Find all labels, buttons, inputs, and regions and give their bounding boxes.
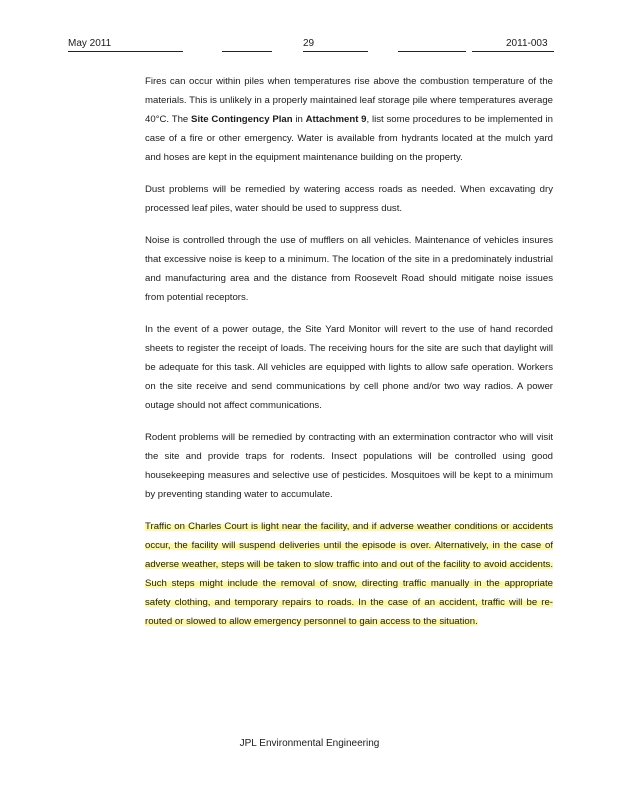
header-rule bbox=[68, 51, 183, 52]
header-rule bbox=[303, 51, 368, 52]
document-body bbox=[145, 72, 553, 644]
site-contingency-plan-ref: Site Contingency Plan bbox=[191, 114, 293, 125]
paragraph-text: , list some procedures to be implemented in case of a fire or other emergency. Water is available from hydrants located at the mulch yard and hoses are kept in the equipment maintenance building on the property. bbox=[145, 114, 553, 163]
header-rule bbox=[222, 51, 272, 52]
paragraph-fire bbox=[145, 72, 553, 167]
header-rule bbox=[472, 51, 554, 52]
header-rule bbox=[398, 51, 466, 52]
paragraph-traffic-highlighted bbox=[145, 517, 553, 631]
paragraph-dust: Dust problems will be remedied by watering access roads as needed. When excavating dry processed leaf piles, water should be used to suppress dust. bbox=[145, 184, 553, 214]
header-doc-id: 2011-003 bbox=[506, 38, 548, 49]
paragraph-rodents: Rodent problems will be remedied by contracting with an extermination contractor who will visit the site and provide traps for rodents. Insect populations will be controlled using good housekeeping measures and selective use of pesticides. Mosquitoes will be kept to a minimum by preventing standing water to accumulate. bbox=[145, 432, 553, 500]
highlighted-text: Traffic on Charles Court is light near the facility, and if adverse weather conditions or accidents occur, the facility will suspend deliveries until the episode is over. Alternatively, in the case of adverse weather, steps will be taken to slow traffic into and out of the facility to avoid accidents. Such steps might include the removal of snow, directing traffic manually in the appropriate safety clothing, and temporary repairs to roads. In the case of an accident, traffic will be re-routed or slowed to allow emergency personnel to gain access to the situation. bbox=[145, 521, 553, 627]
header-date: May 2011 bbox=[68, 38, 112, 49]
paragraph-noise: Noise is controlled through the use of mufflers on all vehicles. Maintenance of vehicles insures that excessive noise is keep to a minimum. The location of the site in a predominately industrial and manufacturing area and the distance from Roosevelt Road should mitigate noise issues from potential receptors. bbox=[145, 235, 553, 303]
paragraph-power-outage: In the event of a power outage, the Site Yard Monitor will revert to the use of hand recorded sheets to register the receipt of loads. The receiving hours for the site are such that daylight will be adequate for this task. All vehicles are equipped with lights to allow safe operation. Workers on the site receive and send communications by cell phone and/or two way radios. A power outage should not affect communications. bbox=[145, 324, 553, 411]
header-page-number: 29 bbox=[303, 38, 315, 49]
attachment-ref: Attachment 9 bbox=[305, 114, 367, 125]
page-footer: JPL Environmental Engineering bbox=[239, 738, 380, 749]
page-header bbox=[0, 38, 619, 54]
paragraph-text: Fires can occur within piles when temperatures rise above the combustion temperature of the materials. This is unlikely in a properly maintained leaf storage pile where temperatures average 40°C. The bbox=[145, 76, 553, 125]
paragraph-text: in bbox=[292, 114, 306, 125]
